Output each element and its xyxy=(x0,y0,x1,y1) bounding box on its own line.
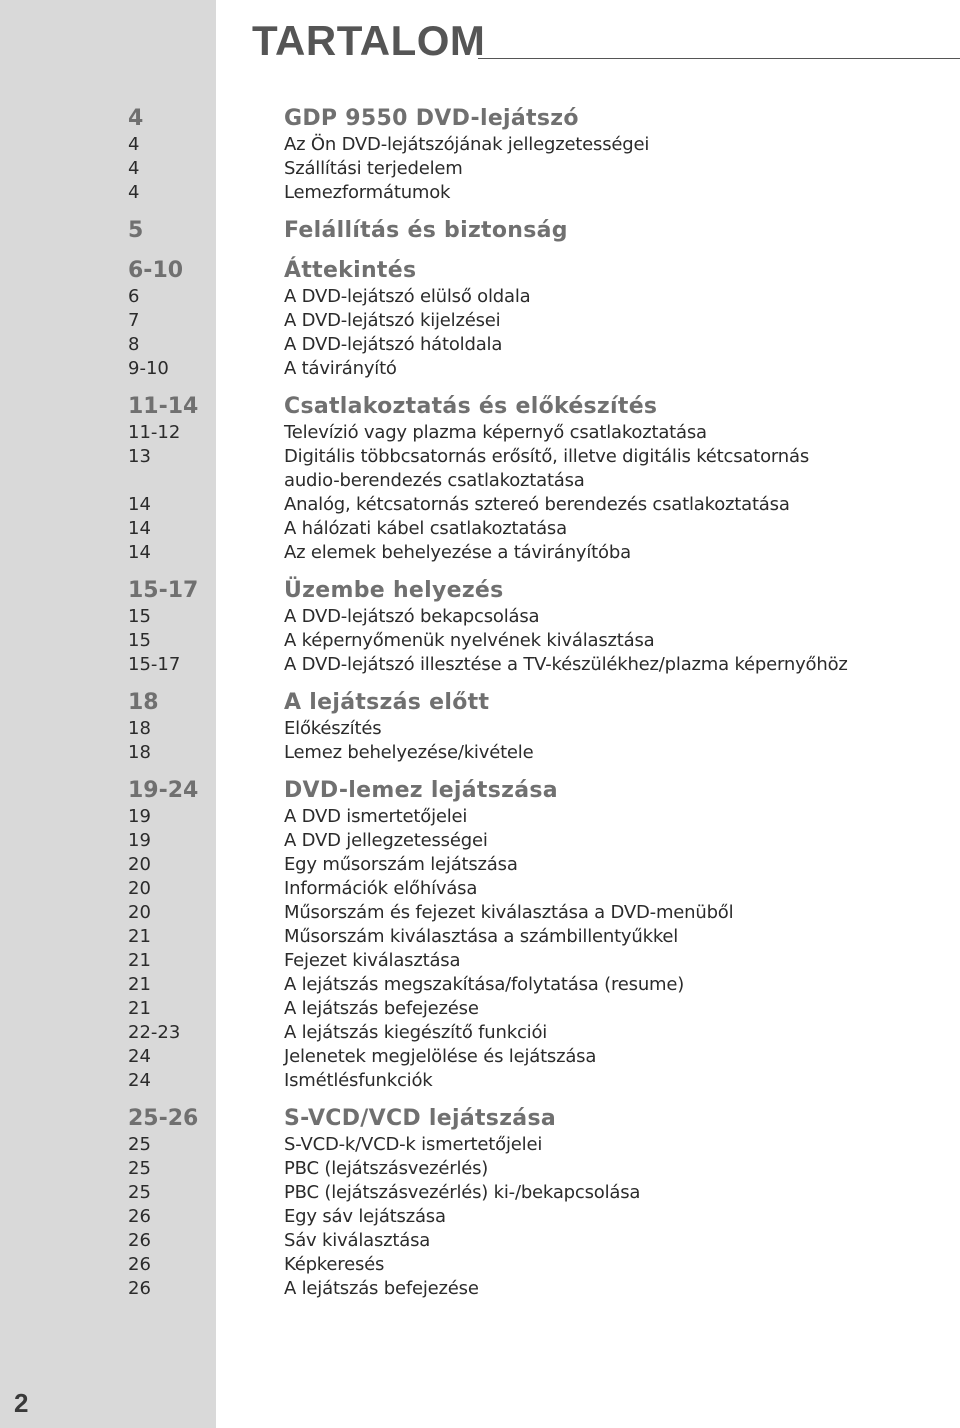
entry-text: A DVD-lejátszó illesztése a TV-készülékhez/plazma képernyőhöz xyxy=(284,654,848,675)
toc-entry xyxy=(0,805,960,829)
entry-page: 21 xyxy=(128,950,151,971)
entry-page: 24 xyxy=(128,1070,151,1091)
toc-entry xyxy=(0,717,960,741)
entry-page: 22-23 xyxy=(128,1022,181,1043)
entry-text: A lejátszás megszakítása/folytatása (resume) xyxy=(284,974,685,995)
toc-entry xyxy=(0,133,960,157)
toc-section-heading xyxy=(0,217,960,245)
entry-page: 14 xyxy=(128,518,151,539)
entry-page: 15 xyxy=(128,606,151,627)
entry-text: Egy műsorszám lejátszása xyxy=(284,854,518,875)
entry-page: 15 xyxy=(128,630,151,651)
toc-entry xyxy=(0,1253,960,1277)
entry-page: 21 xyxy=(128,974,151,995)
entry-text: PBC (lejátszásvezérlés) ki-/bekapcsolása xyxy=(284,1182,641,1203)
entry-text: Digitális többcsatornás erősítő, illetve digitális kétcsatornás audio-berendezés csatlakoztatása xyxy=(284,446,809,491)
entry-text: A lejátszás kiegészítő funkciói xyxy=(284,1022,548,1043)
entry-page: 20 xyxy=(128,902,151,923)
entry-text: Az elemek behelyezése a távirányítóba xyxy=(284,542,631,563)
entry-page: 6 xyxy=(128,286,140,307)
entry-page: 14 xyxy=(128,494,151,515)
entry-text: S-VCD-k/VCD-k ismertetőjelei xyxy=(284,1134,543,1155)
toc-entry xyxy=(0,1069,960,1093)
toc-entry xyxy=(0,605,960,629)
toc-entry xyxy=(0,1021,960,1045)
entry-page: 25 xyxy=(128,1158,151,1179)
entry-text: PBC (lejátszásvezérlés) xyxy=(284,1158,489,1179)
entry-page: 26 xyxy=(128,1278,151,1299)
entry-text: Egy sáv lejátszása xyxy=(284,1206,446,1227)
entry-page: 4 xyxy=(128,134,140,155)
section-title: Üzembe helyezés xyxy=(284,578,504,603)
toc-entry xyxy=(0,309,960,333)
toc-entry xyxy=(0,517,960,541)
entry-text: Műsorszám és fejezet kiválasztása a DVD-menüből xyxy=(284,902,734,923)
entry-page: 26 xyxy=(128,1254,151,1275)
title-rule xyxy=(478,58,960,59)
toc-entry xyxy=(0,1157,960,1181)
entry-page: 13 xyxy=(128,446,151,467)
toc-entry xyxy=(0,333,960,357)
entry-text: Ismétlésfunkciók xyxy=(284,1070,433,1091)
toc-section-heading xyxy=(0,257,960,285)
section-page-range: 11-14 xyxy=(128,394,199,419)
toc-entry xyxy=(0,629,960,653)
page-title: TARTALOM xyxy=(252,17,486,64)
toc-section-heading xyxy=(0,777,960,805)
toc-entry xyxy=(0,853,960,877)
section-page-range: 25-26 xyxy=(128,1106,199,1131)
section-page-range: 19-24 xyxy=(128,778,199,803)
section-title: S-VCD/VCD lejátszása xyxy=(284,1106,556,1131)
entry-page: 8 xyxy=(128,334,140,355)
toc-section-heading xyxy=(0,393,960,421)
entry-page: 9-10 xyxy=(128,358,169,379)
entry-text: Lemezformátumok xyxy=(284,182,451,203)
entry-page: 20 xyxy=(128,878,151,899)
toc-entry xyxy=(0,421,960,445)
entry-text: A képernyőmenük nyelvének kiválasztása xyxy=(284,630,655,651)
toc-section-heading xyxy=(0,1105,960,1133)
entry-text: Sáv kiválasztása xyxy=(284,1230,431,1251)
toc-entry xyxy=(0,181,960,205)
entry-text: Jelenetek megjelölése és lejátszása xyxy=(284,1046,597,1067)
entry-page: 4 xyxy=(128,158,140,179)
toc-entry xyxy=(0,357,960,381)
toc-section-heading xyxy=(0,689,960,717)
entry-text: A DVD jellegzetességei xyxy=(284,830,488,851)
toc-section-heading xyxy=(0,105,960,133)
section-title: DVD-lemez lejátszása xyxy=(284,778,558,803)
section-page-range: 15-17 xyxy=(128,578,199,603)
toc-entry xyxy=(0,877,960,901)
entry-page: 14 xyxy=(128,542,151,563)
entry-text: Analóg, kétcsatornás sztereó berendezés csatlakoztatása xyxy=(284,494,790,515)
toc-section-heading xyxy=(0,577,960,605)
entry-text: A hálózati kábel csatlakoztatása xyxy=(284,518,567,539)
section-title: Áttekintés xyxy=(284,258,417,283)
toc-entry xyxy=(0,1277,960,1301)
toc-entry xyxy=(0,285,960,309)
toc-entry xyxy=(0,829,960,853)
entry-text: A lejátszás befejezése xyxy=(284,998,479,1019)
section-page-range: 18 xyxy=(128,690,159,715)
entry-page: 24 xyxy=(128,1046,151,1067)
toc-entry xyxy=(0,1205,960,1229)
toc-entry xyxy=(0,445,960,493)
section-title: Felállítás és biztonság xyxy=(284,218,568,243)
toc-entry xyxy=(0,949,960,973)
section-page-range: 5 xyxy=(128,218,144,243)
entry-text: Előkészítés xyxy=(284,718,382,739)
section-page-range: 4 xyxy=(128,106,144,131)
entry-text: Műsorszám kiválasztása a számbillentyűkkel xyxy=(284,926,679,947)
entry-page: 19 xyxy=(128,830,151,851)
toc-entry xyxy=(0,973,960,997)
toc-entry xyxy=(0,653,960,677)
section-title: Csatlakoztatás és előkészítés xyxy=(284,394,658,419)
entry-page: 7 xyxy=(128,310,140,331)
toc-entry xyxy=(0,1133,960,1157)
toc-entry xyxy=(0,925,960,949)
entry-text: Az Ön DVD-lejátszójának jellegzetességei xyxy=(284,134,650,155)
entry-text: Információk előhívása xyxy=(284,878,478,899)
toc-entry xyxy=(0,541,960,565)
toc-entry xyxy=(0,157,960,181)
entry-text: Szállítási terjedelem xyxy=(284,158,463,179)
toc-entry xyxy=(0,1181,960,1205)
entry-text: A DVD-lejátszó hátoldala xyxy=(284,334,503,355)
entry-page: 18 xyxy=(128,742,151,763)
toc-entry xyxy=(0,901,960,925)
toc-entry xyxy=(0,741,960,765)
table-of-contents xyxy=(0,105,960,1301)
entry-page: 15-17 xyxy=(128,654,181,675)
toc-entry xyxy=(0,997,960,1021)
entry-page: 4 xyxy=(128,182,140,203)
entry-text: A DVD-lejátszó elülső oldala xyxy=(284,286,531,307)
section-page-range: 6-10 xyxy=(128,258,184,283)
entry-text: A lejátszás befejezése xyxy=(284,1278,479,1299)
entry-text: A DVD ismertetőjelei xyxy=(284,806,468,827)
entry-text: A DVD-lejátszó kijelzései xyxy=(284,310,501,331)
entry-page: 26 xyxy=(128,1206,151,1227)
entry-page: 19 xyxy=(128,806,151,827)
entry-page: 25 xyxy=(128,1182,151,1203)
entry-text: A távirányító xyxy=(284,358,397,379)
section-title: A lejátszás előtt xyxy=(284,690,490,715)
entry-text: Fejezet kiválasztása xyxy=(284,950,461,971)
entry-text: Képkeresés xyxy=(284,1254,385,1275)
toc-entry xyxy=(0,493,960,517)
entry-text: A DVD-lejátszó bekapcsolása xyxy=(284,606,540,627)
page-number: 2 xyxy=(14,1388,29,1418)
toc-entry xyxy=(0,1045,960,1069)
entry-page: 18 xyxy=(128,718,151,739)
entry-page: 20 xyxy=(128,854,151,875)
entry-page: 25 xyxy=(128,1134,151,1155)
entry-text: Televízió vagy plazma képernyő csatlakoztatása xyxy=(284,422,707,443)
entry-page: 26 xyxy=(128,1230,151,1251)
entry-page: 21 xyxy=(128,998,151,1019)
entry-page: 11-12 xyxy=(128,422,181,443)
section-title: GDP 9550 DVD-lejátszó xyxy=(284,106,579,131)
entry-page: 21 xyxy=(128,926,151,947)
toc-entry xyxy=(0,1229,960,1253)
entry-text: Lemez behelyezése/kivétele xyxy=(284,742,534,763)
